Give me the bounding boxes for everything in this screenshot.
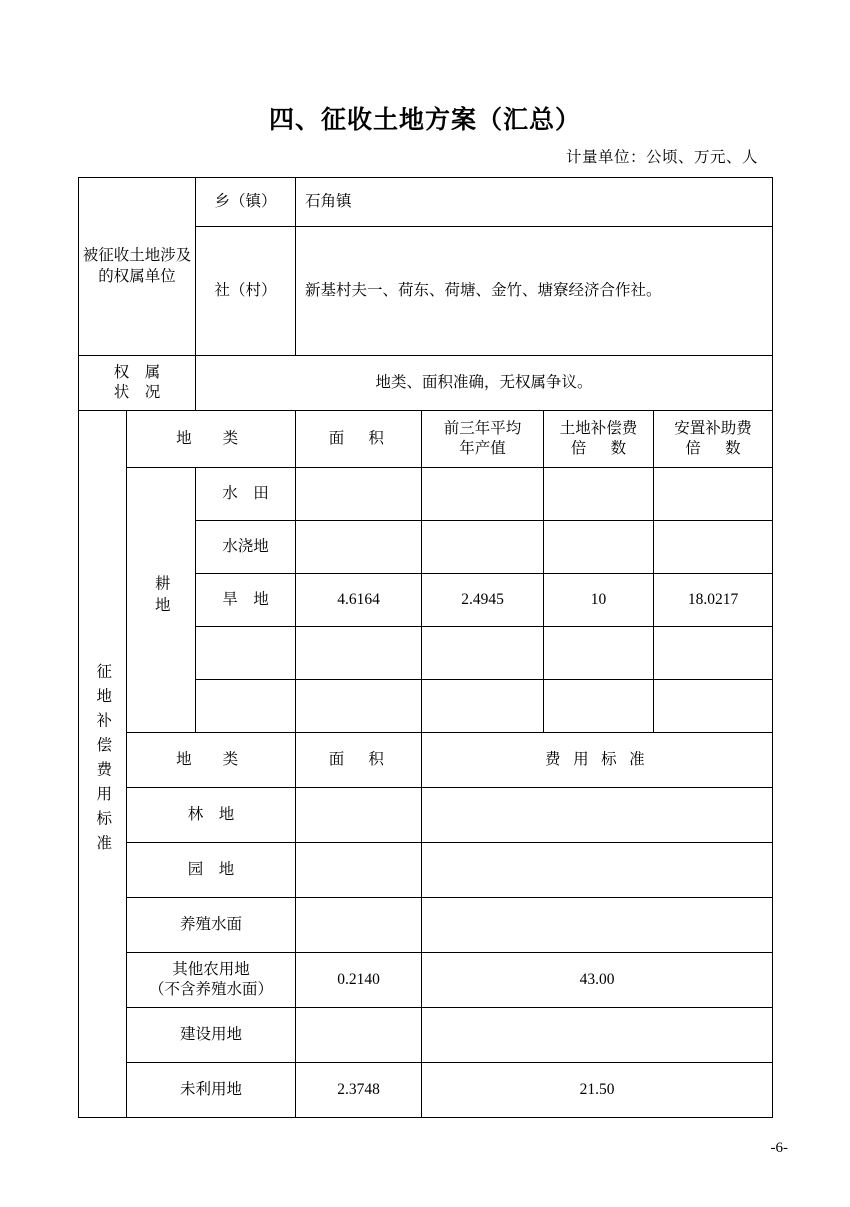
cell-land-type: 水浇地 bbox=[196, 521, 296, 574]
header-avg-output: 前三年平均 年产值 bbox=[422, 411, 544, 468]
cell-area bbox=[296, 627, 422, 680]
cell-land-type: 园 地 bbox=[127, 843, 296, 898]
cell-resettle-multiple bbox=[654, 521, 773, 574]
header-area: 面 积 bbox=[296, 411, 422, 468]
cell-fee-standard bbox=[422, 898, 773, 953]
table-row-township bbox=[79, 178, 773, 227]
village-label: 社（村） bbox=[196, 227, 296, 356]
cell-area bbox=[296, 680, 422, 733]
cell-area bbox=[296, 788, 422, 843]
cell-area bbox=[296, 843, 422, 898]
cell-land-type-line1: 其他农用地 bbox=[172, 960, 250, 978]
table-row bbox=[79, 468, 773, 521]
cell-avg-output: 2.4945 bbox=[422, 574, 544, 627]
header2-fee-standard: 费 用 标 准 bbox=[422, 733, 773, 788]
cell-land-type: 林 地 bbox=[127, 788, 296, 843]
page-number: -6- bbox=[770, 1140, 788, 1156]
cell-fee-standard bbox=[422, 1008, 773, 1063]
ownership-status-label-line2: 状 况 bbox=[113, 384, 161, 401]
cell-resettle-multiple: 18.0217 bbox=[654, 574, 773, 627]
cell-land-type bbox=[196, 680, 296, 733]
township-value: 石角镇 bbox=[296, 178, 773, 227]
table-row bbox=[79, 843, 773, 898]
cell-land-type: 未利用地 bbox=[127, 1063, 296, 1118]
header2-area: 面 积 bbox=[296, 733, 422, 788]
cell-fee-standard bbox=[422, 788, 773, 843]
cell-land-comp-multiple: 10 bbox=[544, 574, 654, 627]
cell-avg-output bbox=[422, 627, 544, 680]
cell-fee-standard: 43.00 bbox=[422, 953, 773, 1008]
cell-resettle-multiple bbox=[654, 680, 773, 733]
cell-fee-standard bbox=[422, 843, 773, 898]
cell-avg-output bbox=[422, 468, 544, 521]
village-value: 新基村夫一、荷东、荷塘、金竹、塘寮经济合作社。 bbox=[296, 227, 773, 356]
table-row bbox=[79, 1063, 773, 1118]
header-resettle-multiple: 安置补助费 倍 数 bbox=[654, 411, 773, 468]
ownership-status-label bbox=[79, 356, 196, 411]
land-acquisition-table bbox=[78, 177, 773, 1118]
cell-land-type-line2: （不含养殖水面） bbox=[149, 981, 274, 998]
table-row bbox=[79, 788, 773, 843]
cell-land-type: 建设用地 bbox=[127, 1008, 296, 1063]
cell-area bbox=[296, 521, 422, 574]
unit-note: 计量单位：公顷、万元、人 bbox=[565, 149, 758, 166]
cell-land-type: 养殖水面 bbox=[127, 898, 296, 953]
cell-land-comp-multiple bbox=[544, 521, 654, 574]
cell-area: 2.3748 bbox=[296, 1063, 422, 1118]
compensation-side-label bbox=[79, 411, 127, 1118]
township-label: 乡（镇） bbox=[196, 178, 296, 227]
header-land-type: 地 类 bbox=[127, 411, 296, 468]
cell-avg-output bbox=[422, 680, 544, 733]
cell-land-type: 水 田 bbox=[196, 468, 296, 521]
cell-area: 0.2140 bbox=[296, 953, 422, 1008]
table-header-cultivated bbox=[79, 411, 773, 468]
table-row-ownership-status bbox=[79, 356, 773, 411]
compensation-side-label-text: 征地补偿费用标准 bbox=[94, 662, 112, 859]
cell-resettle-multiple bbox=[654, 627, 773, 680]
ownership-row-label: 被征收土地涉及的权属单位 bbox=[79, 178, 196, 356]
cultivated-land-label-text: 耕地 bbox=[152, 575, 170, 619]
cell-land-comp-multiple bbox=[544, 680, 654, 733]
cultivated-land-label bbox=[127, 468, 196, 733]
cell-area bbox=[296, 898, 422, 953]
cell-area: 4.6164 bbox=[296, 574, 422, 627]
cell-area bbox=[296, 468, 422, 521]
cell-fee-standard: 21.50 bbox=[422, 1063, 773, 1118]
ownership-status-value: 地类、面积准确，无权属争议。 bbox=[196, 356, 773, 411]
cell-avg-output bbox=[422, 521, 544, 574]
page-title: 四、征收土地方案（汇总） bbox=[268, 107, 581, 134]
cell-land-type: 旱 地 bbox=[196, 574, 296, 627]
header-land-comp-multiple: 土地补偿费 倍 数 bbox=[544, 411, 654, 468]
table-row bbox=[79, 1008, 773, 1063]
table-header-other-land bbox=[79, 733, 773, 788]
table-row bbox=[79, 898, 773, 953]
cell-land-comp-multiple bbox=[544, 468, 654, 521]
cell-land-type bbox=[127, 953, 296, 1008]
table-row bbox=[79, 953, 773, 1008]
cell-area bbox=[296, 1008, 422, 1063]
header2-land-type: 地 类 bbox=[127, 733, 296, 788]
cell-land-comp-multiple bbox=[544, 627, 654, 680]
ownership-status-label-line1: 权 属 bbox=[113, 363, 161, 381]
cell-resettle-multiple bbox=[654, 468, 773, 521]
cell-land-type bbox=[196, 627, 296, 680]
